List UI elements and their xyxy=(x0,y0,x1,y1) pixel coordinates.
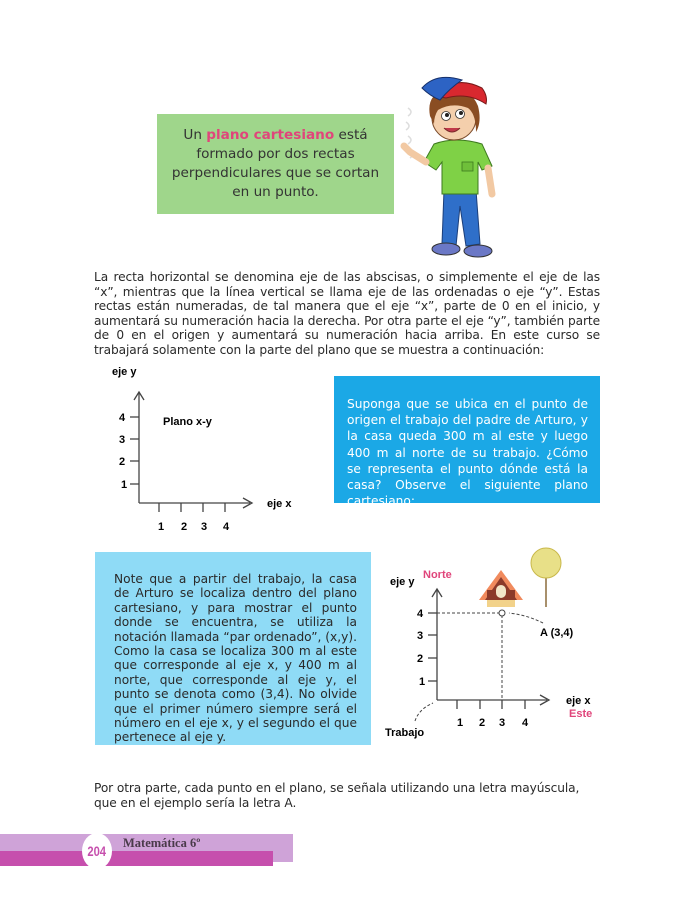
y-axis-label: eje y xyxy=(390,576,415,588)
tree-icon xyxy=(531,548,561,607)
svg-text:4: 4 xyxy=(222,521,230,533)
svg-text:1: 1 xyxy=(157,521,165,533)
svg-text:2: 2 xyxy=(180,521,188,533)
chart-title: Plano x-y xyxy=(163,416,212,428)
svg-text:2: 2 xyxy=(416,653,424,665)
body-paragraph-axes: La recta horizontal se denomina eje de las abscisas, o simplemente el eje de las “x”, mientras que la línea vertical se llama eje de las ordenadas o eje “y”. Estas rectas están numeradas, de tal manera que el eje “x”, parte de 0 en el inicio, y aumentará su numeración hacia la derecha. Por otra parte el eje “y”, también parte de 0 en el origen y aumentará su numeración hacia arriba. En este curso se trabajará solamente con la parte del plano que se muestra a continuación: xyxy=(94,270,600,357)
y-axis-label: eje y xyxy=(112,366,137,378)
svg-text:1: 1 xyxy=(120,479,128,491)
page-number-badge xyxy=(82,833,112,869)
page-number: 204 xyxy=(87,843,107,859)
definition-callout xyxy=(157,114,394,214)
east-label: Este xyxy=(569,708,593,720)
svg-text:1: 1 xyxy=(418,676,426,688)
cartesian-plane-chart xyxy=(100,360,320,540)
house-icon xyxy=(479,570,523,607)
callout-highlight: plano cartesiano xyxy=(206,127,335,143)
boy-illustration xyxy=(396,66,506,266)
book-title: Matemática 6º xyxy=(123,836,201,850)
svg-text:3: 3 xyxy=(416,630,424,642)
explanation-text: Note que a partir del trabajo, la casa de Arturo se localiza dentro del plano cartesiano, y para mostrar el punto donde se encuentra, se utiliza la notación llamada “par ordenado”, (x,y). Como la casa se localiza 300 m al este que corresponde al eje x, y 400 m al norte, que corresponde al eje y, el punto se denota como (3,4). No olvide que el primer número siempre será el número en el eje x, y el segundo el que pertenece al eje y. xyxy=(114,572,357,745)
svg-text:2: 2 xyxy=(478,717,486,729)
footer-band-dark xyxy=(0,851,273,866)
svg-text:2: 2 xyxy=(118,456,126,468)
svg-text:3: 3 xyxy=(200,521,208,533)
x-axis-label: eje x xyxy=(267,498,292,510)
x-axis-label: eje x xyxy=(566,695,591,707)
body-paragraph-point-letter: Por otra parte, cada punto en el plano, se señala utilizando una letra mayúscula, que en el ejemplo sería la letra A. xyxy=(94,781,580,810)
problem-text: Suponga que se ubica en el punto de origen el trabajo del padre de Arturo, y la casa queda 300 m al este y luego 400 m al norte de su trabajo. ¿Cómo se representa el punto dónde está la casa? Observe el siguiente plano cartesiano: xyxy=(347,397,588,509)
callout-prefix: Un xyxy=(183,127,207,143)
svg-text:1: 1 xyxy=(456,717,464,729)
explanation-callout xyxy=(95,552,371,745)
point-a-label: A (3,4) xyxy=(540,627,574,639)
north-label: Norte xyxy=(423,569,452,581)
callout-suffix: está formado por dos rectas perpendiculares que se cortan en un punto. xyxy=(171,127,380,200)
svg-text:3: 3 xyxy=(118,434,126,446)
origin-label: Trabajo xyxy=(385,727,425,739)
svg-text:4: 4 xyxy=(118,412,126,424)
house-location-chart xyxy=(375,545,605,745)
svg-text:4: 4 xyxy=(521,717,529,729)
svg-text:3: 3 xyxy=(498,717,506,729)
problem-callout xyxy=(334,376,600,509)
svg-text:4: 4 xyxy=(416,608,424,620)
